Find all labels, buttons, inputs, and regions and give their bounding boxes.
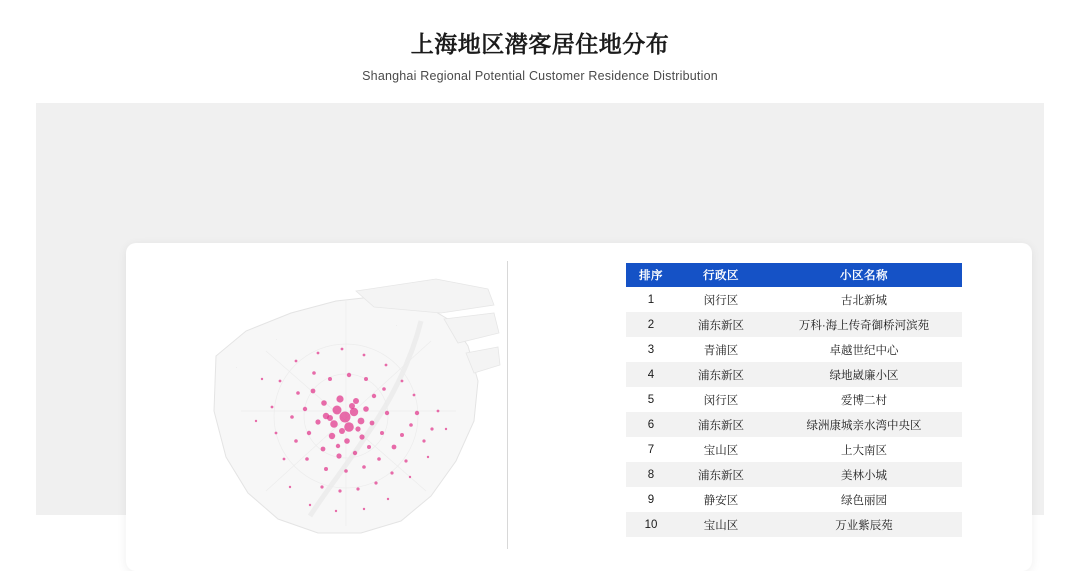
cell-rank: 6 bbox=[626, 412, 676, 437]
page-subtitle: Shanghai Regional Potential Customer Residence Distribution bbox=[362, 69, 718, 83]
content-card bbox=[126, 243, 1032, 571]
table-row bbox=[626, 287, 962, 312]
table-header-row bbox=[626, 263, 962, 287]
cell-community: 上大南区 bbox=[766, 437, 962, 462]
page-title: 上海地区潜客居住地分布 bbox=[410, 31, 670, 57]
cell-community: 绿洲康城亲水湾中央区 bbox=[766, 412, 962, 437]
table-row bbox=[626, 412, 962, 437]
cell-rank: 4 bbox=[626, 362, 676, 387]
cell-community: 卓越世纪中心 bbox=[766, 337, 962, 362]
cell-rank: 10 bbox=[626, 512, 676, 537]
page-header bbox=[0, 0, 1080, 83]
table-row bbox=[626, 512, 962, 537]
cell-rank: 2 bbox=[626, 312, 676, 337]
shanghai-map bbox=[206, 261, 501, 549]
cell-community: 美林小城 bbox=[766, 462, 962, 487]
cell-district: 静安区 bbox=[676, 487, 766, 512]
column-header-rank: 排序 bbox=[626, 263, 676, 287]
content-panel bbox=[36, 103, 1044, 532]
svg-text:·: · bbox=[276, 338, 278, 342]
card-divider bbox=[507, 261, 508, 549]
cell-rank: 7 bbox=[626, 437, 676, 462]
cell-rank: 1 bbox=[626, 287, 676, 312]
cell-community: 绿色丽园 bbox=[766, 487, 962, 512]
table-row bbox=[626, 337, 962, 362]
cell-district: 宝山区 bbox=[676, 437, 766, 462]
cell-community: 万业紫辰苑 bbox=[766, 512, 962, 537]
column-header-district: 行政区 bbox=[676, 263, 766, 287]
cell-district: 青浦区 bbox=[676, 337, 766, 362]
ranking-table bbox=[626, 263, 962, 537]
column-header-community: 小区名称 bbox=[766, 263, 962, 287]
ranking-table-container bbox=[626, 263, 956, 537]
svg-text:·: · bbox=[236, 366, 238, 370]
table-row bbox=[626, 362, 962, 387]
cell-district: 宝山区 bbox=[676, 512, 766, 537]
table-row bbox=[626, 387, 962, 412]
table-row bbox=[626, 487, 962, 512]
cell-district: 浦东新区 bbox=[676, 412, 766, 437]
cell-community: 爱博二村 bbox=[766, 387, 962, 412]
cell-community: 万科·海上传奇御桥河滨苑 bbox=[766, 312, 962, 337]
cell-district: 浦东新区 bbox=[676, 462, 766, 487]
svg-text:·: · bbox=[396, 324, 398, 328]
cell-rank: 9 bbox=[626, 487, 676, 512]
table-row bbox=[626, 437, 962, 462]
cell-district: 闵行区 bbox=[676, 287, 766, 312]
cell-district: 闵行区 bbox=[676, 387, 766, 412]
table-row bbox=[626, 312, 962, 337]
cell-district: 浦东新区 bbox=[676, 312, 766, 337]
cell-community: 绿地崴廉小区 bbox=[766, 362, 962, 387]
cell-rank: 8 bbox=[626, 462, 676, 487]
cell-district: 浦东新区 bbox=[676, 362, 766, 387]
table-row bbox=[626, 462, 962, 487]
cell-rank: 5 bbox=[626, 387, 676, 412]
cell-community: 古北新城 bbox=[766, 287, 962, 312]
map-container[interactable] bbox=[206, 261, 501, 549]
cell-rank: 3 bbox=[626, 337, 676, 362]
